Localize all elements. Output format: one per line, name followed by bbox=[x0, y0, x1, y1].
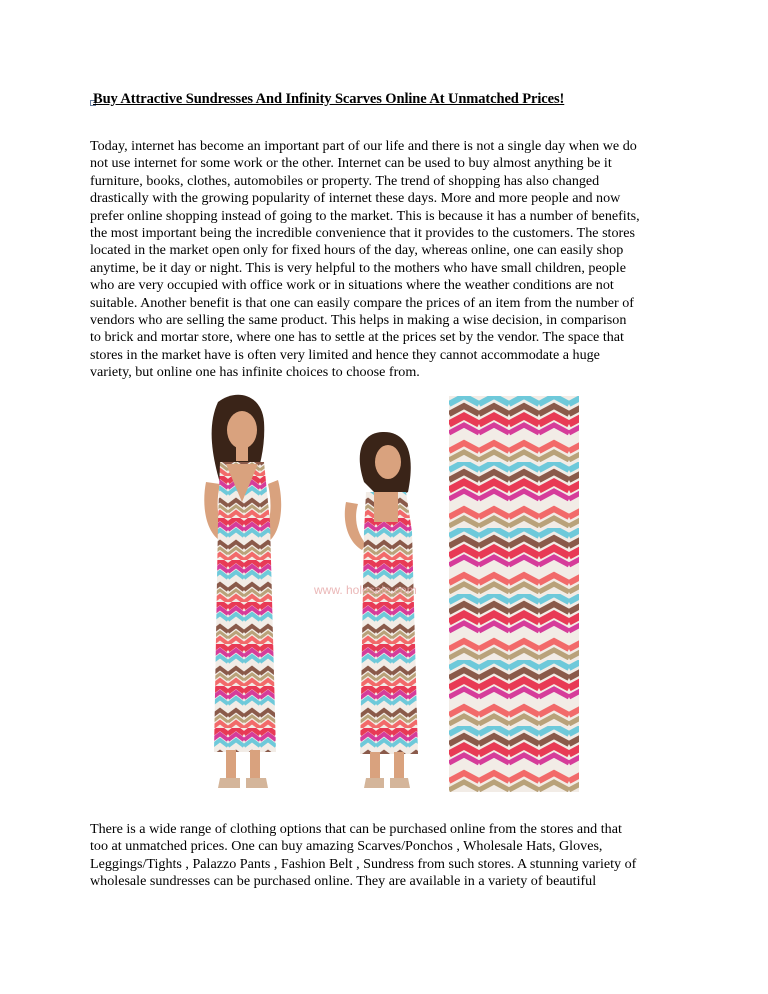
model-front bbox=[204, 395, 281, 788]
paragraph-line: too at unmatched prices. One can buy amazing Scarves/Ponchos , Wholesale Hats, Gloves, bbox=[90, 838, 603, 855]
paragraph-line: not use internet for some work or the other. Internet can be used to buy almost anything be it bbox=[90, 155, 612, 172]
paragraph-line: located in the market open only for fixed hours of the day, whereas online, one can easily shop bbox=[90, 242, 624, 259]
paragraph-line: stores in the market have is often very limited and hence they cannot accommodate a huge bbox=[90, 346, 600, 363]
paragraph-line: variety, but online one has infinite choices to choose from. bbox=[90, 364, 420, 381]
sundress-models-image bbox=[196, 392, 440, 794]
paragraph-line: There is a wide range of clothing options that can be purchased online from the stores and that bbox=[90, 821, 622, 837]
paragraph-line: anytime, be it day or night. This is very helpful to the mothers who have small children, people bbox=[90, 259, 626, 276]
paragraph-intro bbox=[90, 138, 690, 382]
paragraph-line: Today, internet has become an important part of our life and there is not a single day when we do bbox=[90, 138, 637, 154]
model-back bbox=[345, 432, 418, 788]
paragraph-line: drastically with the growing popularity of internet these days. More and more people and now bbox=[90, 190, 621, 207]
paragraph-line: vendors who are selling the same product. This helps in making a wise decision, in comparison bbox=[90, 312, 627, 329]
infinity-scarf-image bbox=[449, 396, 579, 792]
paragraph-line: the most important being the incredible convenience that it provides to the customers. The stores bbox=[90, 225, 635, 242]
title-row bbox=[90, 91, 690, 111]
paragraph-line: to brick and mortar store, where one has to settle at the prices set by the vendor. The space that bbox=[90, 329, 624, 346]
paragraph-line: furniture, books, clothes, automobiles or property. The trend of shopping has also changed bbox=[90, 172, 600, 189]
document-title: Buy Attractive Sundresses And Infinity Scarves Online At Unmatched Prices! bbox=[93, 91, 565, 107]
paragraph-clothing-options bbox=[90, 821, 690, 891]
product-figure bbox=[196, 392, 586, 794]
paragraph-line: suitable. Another benefit is that one can easily compare the prices of an item from the number of bbox=[90, 294, 634, 311]
paragraph-line: who are very occupied with office work or in situations where the weather conditions are not bbox=[90, 277, 614, 294]
paragraph-line: Leggings/Tights , Palazzo Pants , Fashion Belt , Sundress from such stores. A stunning variety of bbox=[90, 855, 637, 872]
paragraph-line: wholesale sundresses can be purchased online. They are available in a variety of beautiful bbox=[90, 873, 597, 890]
paragraph-line: prefer online shopping instead of going to the market. This is because it has a number of benefits, bbox=[90, 207, 640, 224]
watermark-text: www. holesale.com bbox=[314, 583, 417, 597]
